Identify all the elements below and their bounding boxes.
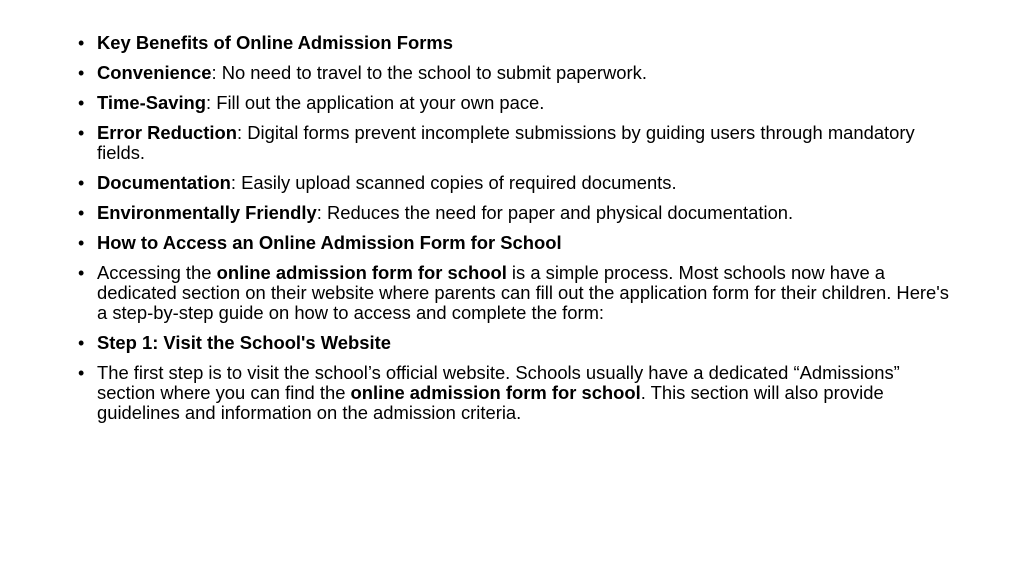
bullet-list xyxy=(78,33,958,433)
bullet-bold-text: Documentation xyxy=(97,172,231,193)
bullet-bold-text: How to Access an Online Admission Form for School xyxy=(97,232,562,253)
bullet-bold-text: Key Benefits of Online Admission Forms xyxy=(97,32,453,53)
bullet-heading-key-benefits xyxy=(78,33,958,53)
bullet-heading-how-to-access xyxy=(78,233,958,253)
bullet-heading-step-1 xyxy=(78,333,958,353)
bullet-bold-text: Environmentally Friendly xyxy=(97,202,317,223)
bullet-bold-text: Time-Saving xyxy=(97,92,207,113)
bullet-bold-text: Convenience xyxy=(97,62,212,83)
bullet-text-pre: The first step is to visit the school’s official website. Schools usually have a dedicated “Admissions” section where you can find the xyxy=(97,362,900,403)
bullet-bold-text: online admission form for school xyxy=(350,382,641,403)
bullet-bold-text: online admission form for school xyxy=(216,262,507,283)
bullet-bold-text: Error Reduction xyxy=(97,122,237,143)
bullet-text: : Fill out the application at your own pace. xyxy=(206,92,545,113)
bullet-text: : Easily upload scanned copies of required documents. xyxy=(230,172,677,193)
bullet-bold-text: Step 1: Visit the School's Website xyxy=(97,332,391,353)
bullet-text: : Reduces the need for paper and physical documentation. xyxy=(316,202,794,223)
bullet-environmentally-friendly xyxy=(78,203,958,223)
bullet-accessing-paragraph xyxy=(78,263,958,323)
bullet-text-pre: Accessing the xyxy=(97,262,217,283)
bullet-text: : Digital forms prevent incomplete submissions by guiding users through mandatory fields. xyxy=(97,122,915,163)
bullet-error-reduction xyxy=(78,123,958,163)
bullet-text: : No need to travel to the school to submit paperwork. xyxy=(211,62,647,83)
bullet-time-saving xyxy=(78,93,958,113)
bullet-text-post: is a simple process. Most schools now have a dedicated section on their website where parents can fill out the application form for their children. Here's a step-by-step guide on how to access and complete the form: xyxy=(97,262,949,323)
bullet-first-step-paragraph xyxy=(78,363,958,423)
bullet-convenience xyxy=(78,63,958,83)
bullet-documentation xyxy=(78,173,958,193)
bullet-text-post: . This section will also provide guidelines and information on the admission criteria. xyxy=(97,382,884,423)
